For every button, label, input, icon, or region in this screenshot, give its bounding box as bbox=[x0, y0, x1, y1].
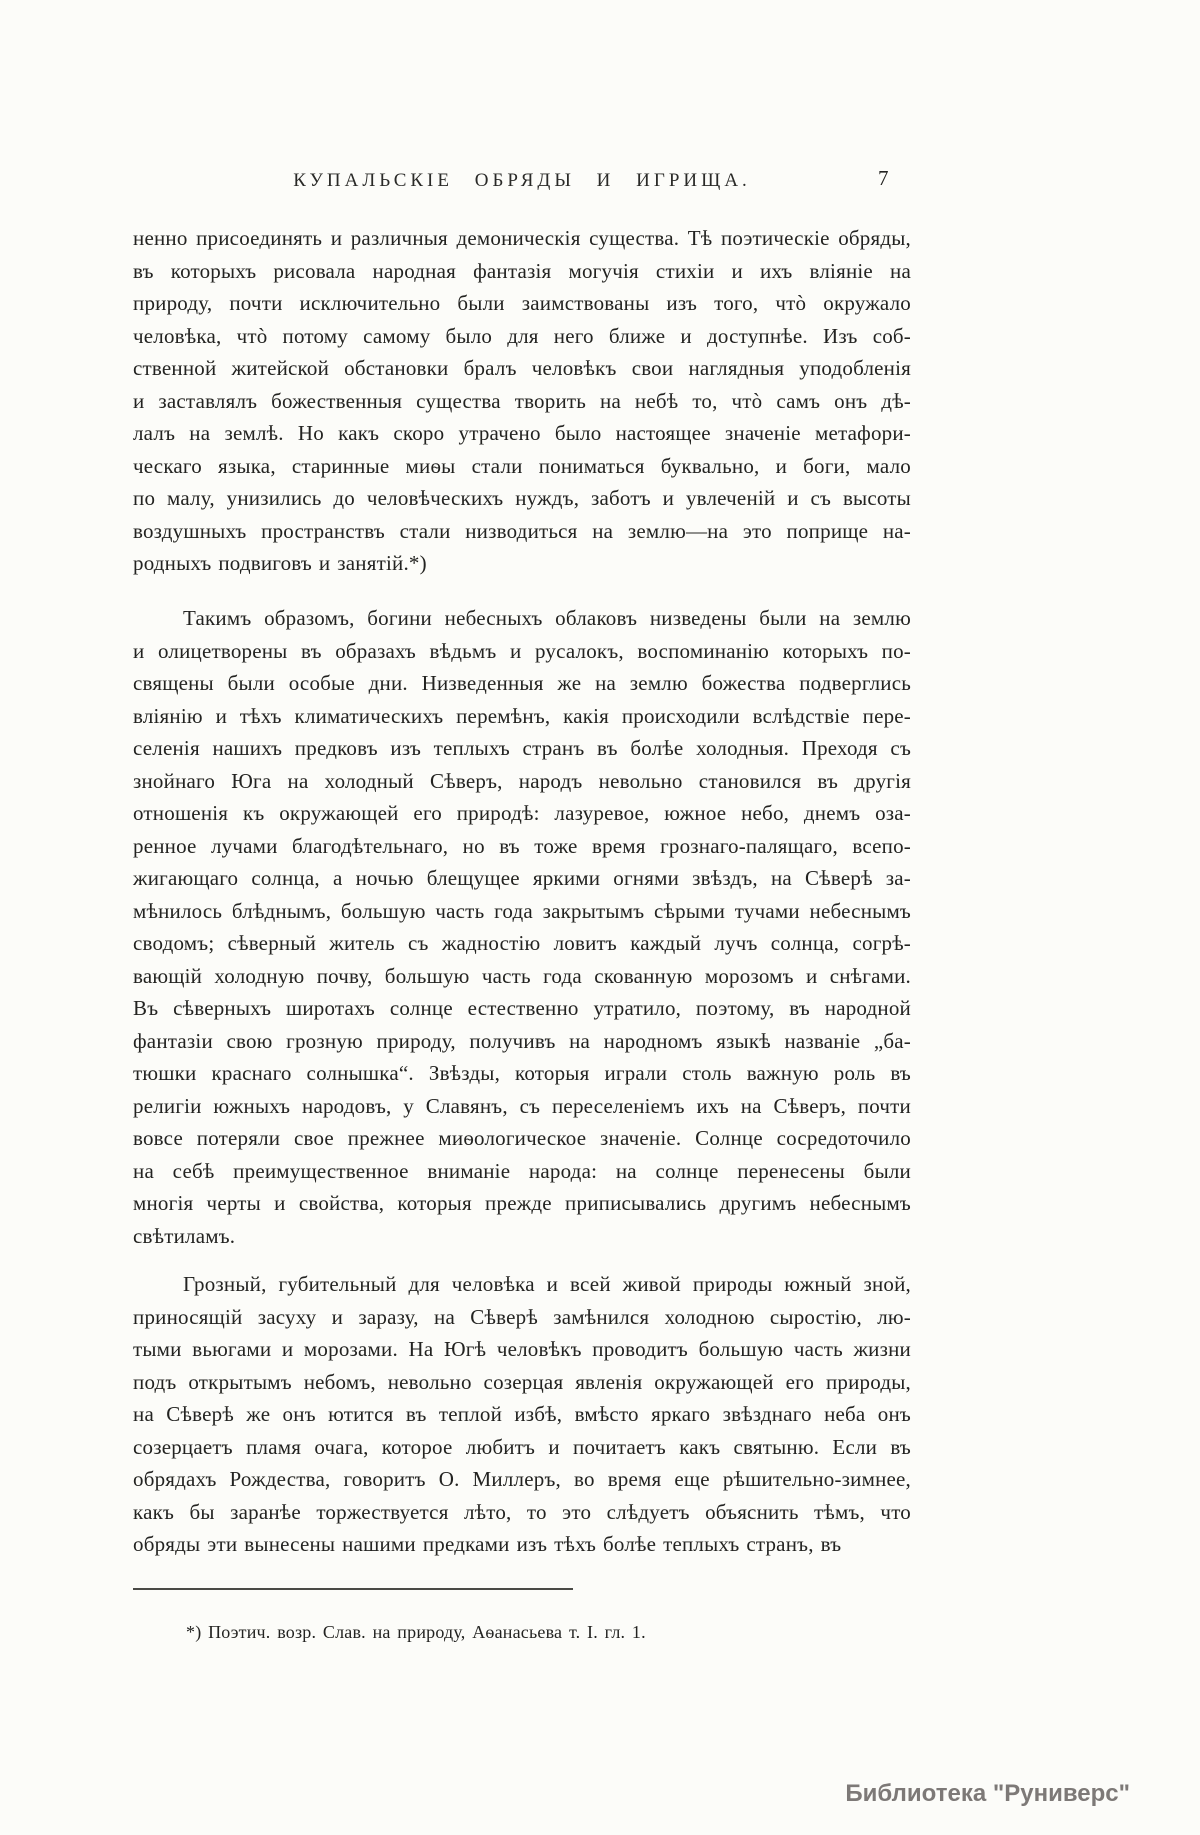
text-line: ненно присоединять и различныя демоническія существа. Тѣ поэтическіе обряды, bbox=[133, 226, 911, 250]
text-line: жигающаго солнца, а ночью блещущее яркими огнями звѣздъ, на Сѣверѣ за- bbox=[133, 866, 911, 890]
paragraph bbox=[133, 1268, 911, 1561]
text-line: Грозный, губительный для человѣка и всей живой природы южный зной, bbox=[183, 1272, 911, 1296]
paragraph bbox=[133, 602, 911, 1252]
text-line: тыми вьюгами и морозами. На Югѣ человѣкъ проводитъ большую часть жизни bbox=[133, 1337, 911, 1361]
text-line: обрядахъ Рождества, говоритъ О. Миллеръ, во время еще рѣшительно-зимнее, bbox=[133, 1467, 911, 1491]
text-line: религіи южныхъ народовъ, у Славянъ, съ переселеніемъ ихъ на Сѣверъ, почти bbox=[133, 1093, 911, 1118]
footnote-marker: *) bbox=[186, 1622, 202, 1642]
paragraph bbox=[133, 222, 911, 580]
text-line: въ которыхъ рисовала народная фантазія могучія стихіи и ихъ вліяніе на bbox=[133, 258, 911, 283]
text-line: ренное лучами благодѣтельнаго, но въ тоже время грознаго-палящаго, всепо- bbox=[133, 833, 911, 858]
text-line: тюшки краснаго солнышка“. Звѣзды, которыя играли столь важную роль въ bbox=[133, 1061, 911, 1085]
text-line: сводомъ; сѣверный житель съ жадностію ловитъ каждый лучъ солнца, согрѣ- bbox=[133, 931, 911, 955]
text-line: знойнаго Юга на холодный Сѣверъ, народъ невольно становился въ другія bbox=[133, 768, 911, 793]
text-line: созерцаетъ пламя очага, которое любитъ и почитаетъ какъ святыню. Если въ bbox=[133, 1434, 911, 1459]
text-line: многія черты и свойства, которыя прежде приписывались другимъ небеснымъ bbox=[133, 1191, 911, 1215]
footnote bbox=[186, 1622, 646, 1643]
text-line: отношенія къ окружающей его природѣ: лазуревое, южное небо, днемъ оза- bbox=[133, 801, 911, 825]
text-line: природу, почти исключительно были заимствованы изъ того, чтò окружало bbox=[133, 291, 911, 315]
text-line: по малу, унизились до человѣческихъ нуждъ, заботъ и увлеченій и съ высоты bbox=[133, 486, 911, 510]
text-line: вающій холодную почву, большую часть года скованную морозомъ и снѣгами. bbox=[133, 963, 911, 988]
text-line: ческаго языка, старинные миѳы стали пониматься буквально, и боги, мало bbox=[133, 453, 911, 478]
text-line: Такимъ образомъ, богини небесныхъ облаковъ низведены были на землю bbox=[183, 606, 911, 630]
text-line: обряды эти вынесены нашими предками изъ тѣхъ болѣе теплыхъ странъ, въ bbox=[133, 1532, 842, 1556]
text-line: приносящій засуху и заразу, на Сѣверѣ замѣнился холодною сыростію, лю- bbox=[133, 1304, 911, 1329]
text-line: на себѣ преимущественное вниманіе народа: на солнце перенесены были bbox=[133, 1158, 911, 1183]
text-line: селенія нашихъ предковъ изъ теплыхъ странъ въ болѣе холодныя. Преходя съ bbox=[133, 736, 911, 760]
text-line: подъ открытымъ небомъ, невольно созерцая явленія окружающей его природы, bbox=[133, 1369, 911, 1394]
text-line: вовсе потеряли свое прежнее миѳологическое значеніе. Солнце сосредоточило bbox=[133, 1126, 911, 1150]
text-line: Въ сѣверныхъ широтахъ солнце естественно утратило, поэтому, въ народной bbox=[133, 996, 911, 1020]
text-line: лалъ на землѣ. Но какъ скоро утрачено было настоящее значеніе метафори- bbox=[133, 421, 911, 445]
text-line: ственной житейской обстановки бралъ человѣкъ свои наглядныя уподобленія bbox=[133, 356, 911, 380]
text-line: какъ бы заранѣе торжествуется лѣто, то это слѣдуетъ объяснить тѣмъ, что bbox=[133, 1499, 911, 1524]
text-line: вліянію и тѣхъ климатическихъ перемѣнъ, какія происходили вслѣдствіе пере- bbox=[133, 703, 911, 728]
text-line: фантазіи свою грозную природу, получивъ на народномъ языкѣ названіе „ба- bbox=[133, 1028, 911, 1053]
text-line: родныхъ подвиговъ и занятій.*) bbox=[133, 551, 427, 575]
text-line: и заставлялъ божественныя существа творить на небѣ то, чтò самъ онъ дѣ- bbox=[133, 388, 911, 413]
page-number: 7 bbox=[878, 166, 889, 190]
text-line: воздушныхъ пространствъ стали низводиться на землю—на это поприще на- bbox=[133, 518, 911, 543]
text-line: свѣтиламъ. bbox=[133, 1223, 236, 1248]
text-line: священы были особые дни. Низведенныя же на землю божества подверглись bbox=[133, 671, 911, 695]
text-line: и олицетворены въ образахъ вѣдьмъ и русалокъ, воспоминанію которыхъ по- bbox=[133, 638, 911, 663]
text-line: человѣка, чтò потому самому было для него ближе и доступнѣе. Изъ соб- bbox=[133, 323, 911, 348]
text-line: на Сѣверѣ же онъ ютится въ теплой избѣ, вмѣсто яркаго звѣзднаго неба онъ bbox=[133, 1402, 911, 1426]
text-line: мѣнилось блѣднымъ, большую часть года закрытымъ сѣрыми тучами небеснымъ bbox=[133, 898, 911, 923]
footnote-separator-rule bbox=[133, 1588, 573, 1590]
running-head-title: КУПАЛЬСКІЕ ОБРЯДЫ И ИГРИЩА. bbox=[293, 170, 751, 191]
footnote-text: Поэтич. возр. Слав. на природу, Аѳанасьева т. I. гл. 1. bbox=[208, 1622, 646, 1642]
library-watermark: Библиотека "Руниверс" bbox=[845, 1780, 1130, 1807]
